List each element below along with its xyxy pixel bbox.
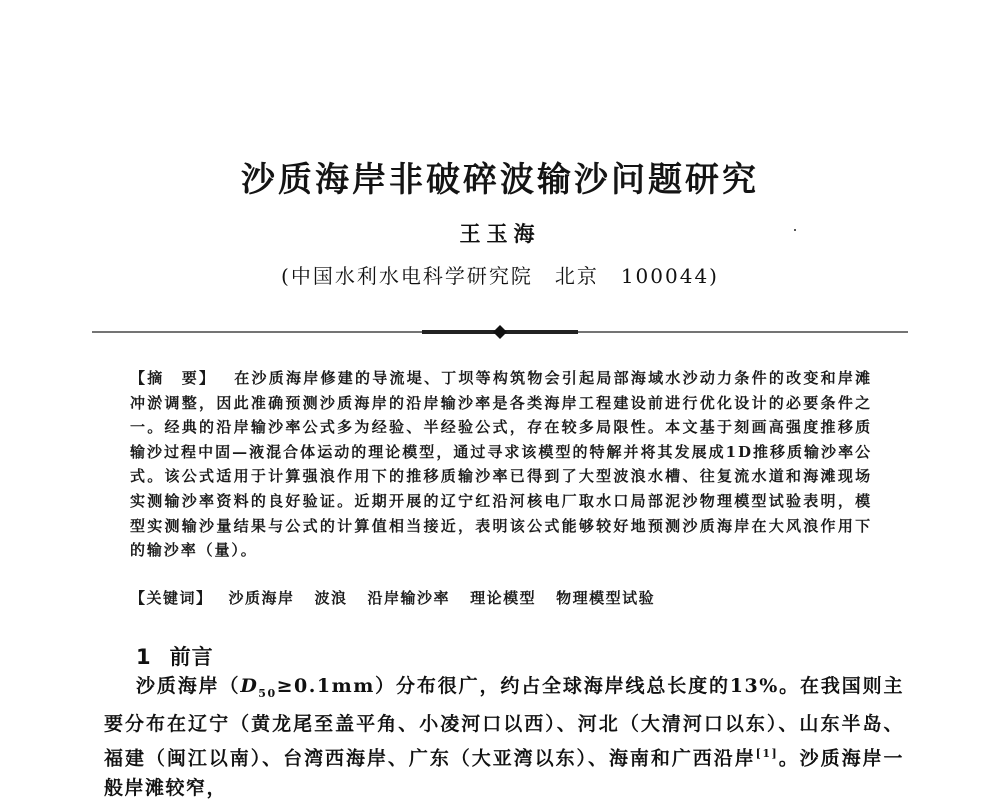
keywords-label: 【关键词】 bbox=[130, 589, 213, 607]
keyword-item: 沙质海岸 bbox=[228, 589, 295, 607]
author-name: 王玉海 bbox=[459, 221, 541, 246]
section-number: 1 bbox=[136, 645, 152, 669]
symbol-subscript: 50 bbox=[258, 686, 277, 700]
keyword-item: 理论模型 bbox=[470, 589, 537, 607]
body-text bbox=[104, 671, 904, 803]
scan-speck bbox=[794, 229, 796, 231]
symbol-d: D bbox=[240, 675, 259, 697]
author-affiliation: (中国水利水电科学研究院 北京 100044) bbox=[281, 264, 719, 288]
abstract-label: 【摘 要】 bbox=[130, 369, 217, 387]
text-run: ≥0.1mm）分布很广，约占全球海岸线总长度的13%。在我国则主要分布在辽宁（黄龙尾至盖平角、小凌河口以西）、河北（大清河口以东）、山东半岛、福建（闽江以南）、台湾西海岸、广东（大亚湾以东）、海南和广西沿岸 bbox=[104, 675, 904, 770]
section-heading bbox=[136, 641, 214, 671]
text-run: 。沙质海岸一般岸滩较窄， bbox=[104, 747, 904, 800]
abstract-text: 在沙质海岸修建的导流堤、丁坝等构筑物会引起局部海域水沙动力条件的改变和岸滩冲淤调整，因此准确预测沙质海岸的沿岸输沙率是各类海岸工程建设前进行优化设计的必要条件之一。经典的沿岸输沙率公式多为经验、半经验公式，存在较多局限性。本文基于刻画高强度推移质输沙过程中固—液混合体运动的理论模型，通过寻求该模型的特解并将其发展成1D推移质输沙率公式。该公式适用于计算强浪作用下的推移质输沙率已得到了大型波浪水槽、往复流水道和海滩现场实测输沙率资料的良好验证。近期开展的辽宁红沿河核电厂取水口局部泥沙物理模型试验表明，模型实测输沙量结果与公式的计算值相当接近，表明该公式能够较好地预测沙质海岸在大风浪作用下的输沙率（量）。 bbox=[130, 369, 872, 560]
ornamental-divider bbox=[92, 322, 908, 342]
keyword-item: 物理模型试验 bbox=[556, 589, 656, 607]
text-run: 沙质海岸（ bbox=[136, 675, 241, 697]
citation-ref: [1] bbox=[755, 746, 779, 760]
keyword-item: 波浪 bbox=[314, 589, 348, 607]
section-title: 前言 bbox=[169, 645, 214, 669]
abstract bbox=[130, 366, 872, 563]
paper-title: 沙质海岸非破碎波输沙问题研究 bbox=[241, 160, 759, 200]
paragraph bbox=[104, 671, 904, 803]
keyword-item: 沿岸输沙率 bbox=[367, 589, 451, 607]
keywords bbox=[130, 587, 872, 608]
